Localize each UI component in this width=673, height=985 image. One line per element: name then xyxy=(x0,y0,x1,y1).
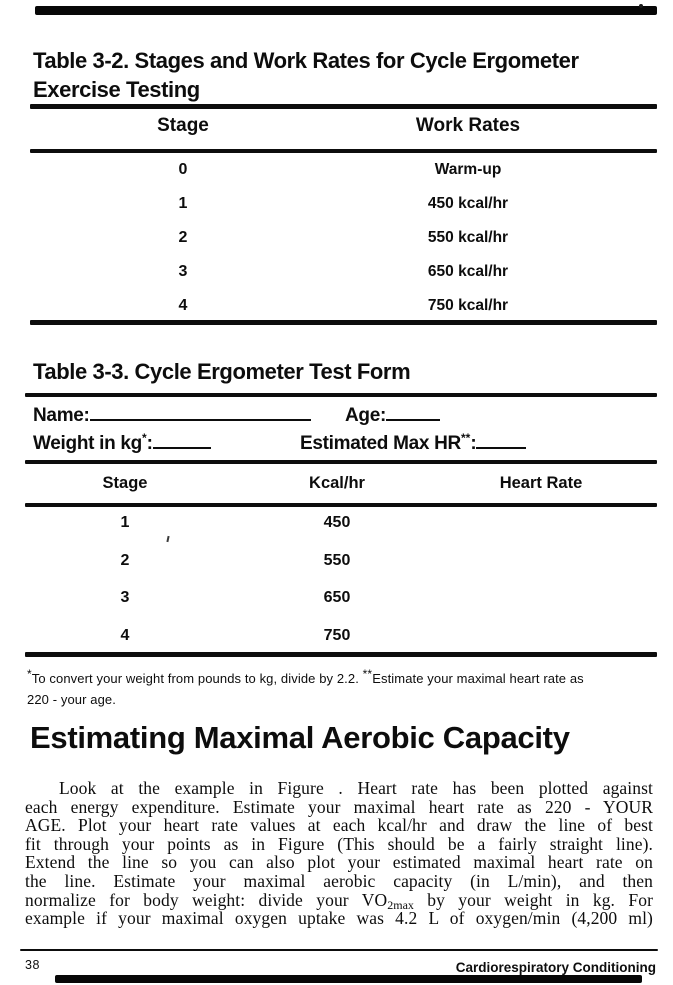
table-row xyxy=(25,590,655,628)
table-row xyxy=(30,298,657,332)
table-row xyxy=(25,553,655,591)
table-row xyxy=(25,628,655,666)
table32-title xyxy=(33,46,579,104)
table-row xyxy=(30,162,657,196)
rule-below-table33-title xyxy=(25,393,657,397)
table32-header-work-rates: Work Rates xyxy=(415,115,521,136)
table32-body xyxy=(30,162,657,332)
footnote-marker-2: ** xyxy=(362,667,373,681)
table33-stage-1: 2 xyxy=(120,551,130,569)
para-line-2: each energy expenditure. Estimate your maximal heart rate as 220 - YOUR xyxy=(25,796,653,817)
table-row xyxy=(25,515,655,553)
table33-kcal-2: 650 xyxy=(323,589,351,606)
table33-stage-2: 3 xyxy=(120,589,130,606)
rule-above-table33-header xyxy=(25,460,657,464)
para-line-7: normalize for body weight: divide your VO2max by your weight in kg. For xyxy=(25,889,653,912)
rule-below-table32-header xyxy=(30,149,657,153)
maxhr-blank-line xyxy=(476,430,526,449)
rule-bottom-table32 xyxy=(30,320,657,325)
table32-stage-3: 3 xyxy=(178,263,188,280)
table33-heart-rate-2 xyxy=(449,590,633,628)
table33-kcal-3: 750 xyxy=(323,626,351,644)
table-row xyxy=(30,196,657,230)
table32-header-row xyxy=(30,116,657,135)
maxhr-label: Estimated Max HR**: xyxy=(300,431,477,454)
para-line-1: Look at the example in Figure . Heart rate has been plotted against xyxy=(59,778,653,798)
table32-work-4: 750 kcal/hr xyxy=(427,297,509,314)
table33-stage-3: 4 xyxy=(120,626,130,644)
page-number: 38 xyxy=(25,958,40,972)
para-line-4: fit through your points as in Figure (This should be a fairly straight line). xyxy=(25,833,653,854)
footnote-line2: 220 - your age. xyxy=(27,692,116,707)
vo2max-subscript: 2max xyxy=(387,897,414,912)
table-row xyxy=(30,264,657,298)
table32-title-line2: Exercise Testing xyxy=(33,77,200,102)
form-row-name-age xyxy=(33,402,643,427)
rule-below-table32-title xyxy=(30,104,657,109)
para-line-6: the line. Estimate your maximal aerobic capacity (in L/min), and then xyxy=(25,870,653,891)
age-label: Age: xyxy=(345,405,387,426)
table33-heart-rate-0 xyxy=(449,515,633,553)
rule-below-table33-header xyxy=(25,503,657,507)
para-line-8: example if your maximal oxygen uptake was 4.2 L of oxygen/min (4,200 ml) xyxy=(25,908,653,929)
rule-bottom-table33 xyxy=(25,652,657,657)
table33-heart-rate-3 xyxy=(449,628,633,666)
footer-rule xyxy=(20,949,658,951)
age-blank-line xyxy=(386,402,440,421)
table33-header-stage: Stage xyxy=(102,474,148,492)
table32-stage-2: 2 xyxy=(178,229,188,246)
table33-header-heart-rate: Heart Rate xyxy=(499,474,583,492)
table33-body xyxy=(25,515,655,665)
form-row-weight-maxhr xyxy=(33,430,643,455)
table32-stage-0: 0 xyxy=(178,161,188,178)
table32-work-3: 650 kcal/hr xyxy=(427,263,509,280)
table33-stage-0: 1 xyxy=(120,514,130,531)
name-label: Name: xyxy=(33,405,90,426)
para-line-5: Extend the line so you can also plot your estimated maximal heart rate on xyxy=(25,852,653,873)
maxhr-footnote-marker: ** xyxy=(460,431,471,445)
scan-speck-top-right xyxy=(639,4,643,8)
weight-footnote-marker: * xyxy=(142,431,147,445)
scan-edge-bar-top xyxy=(35,6,657,15)
scan-edge-bar-bottom xyxy=(55,975,642,983)
table32-work-0: Warm-up xyxy=(434,161,502,178)
table33-kcal-1: 550 xyxy=(323,551,351,569)
table32-title-line1: Table 3-2. Stages and Work Rates for Cycle Ergometer xyxy=(33,48,579,73)
table32-work-2: 550 kcal/hr xyxy=(427,229,509,246)
body-paragraph xyxy=(25,779,653,928)
table33-title: Table 3-3. Cycle Ergometer Test Form xyxy=(33,359,411,384)
table32-stage-1: 1 xyxy=(178,195,188,212)
table33-header-row xyxy=(25,475,655,492)
footer-chapter-title: Cardiorespiratory Conditioning xyxy=(455,960,656,975)
para-line-3: AGE. Plot your heart rate values at each kcal/hr and draw the line of best xyxy=(25,815,653,836)
weight-blank-line xyxy=(153,430,211,449)
table33-heart-rate-1 xyxy=(449,553,633,591)
table32-header-stage: Stage xyxy=(157,115,209,136)
section-heading: Estimating Maximal Aerobic Capacity xyxy=(30,720,570,755)
table-row xyxy=(30,230,657,264)
table32-stage-4: 4 xyxy=(178,297,188,314)
footnote-marker-1: * xyxy=(27,667,32,681)
table-footnote: *To convert your weight from pounds to kg, divide by 2.2. **Estimate your maximal heart rate as 220 - your age. xyxy=(27,664,659,710)
table33-header-kcal: Kcal/hr xyxy=(309,474,365,492)
weight-label: Weight in kg*: xyxy=(33,431,153,454)
name-blank-line xyxy=(90,402,311,421)
table33-kcal-0: 450 xyxy=(323,514,351,531)
table32-work-1: 450 kcal/hr xyxy=(427,195,509,212)
